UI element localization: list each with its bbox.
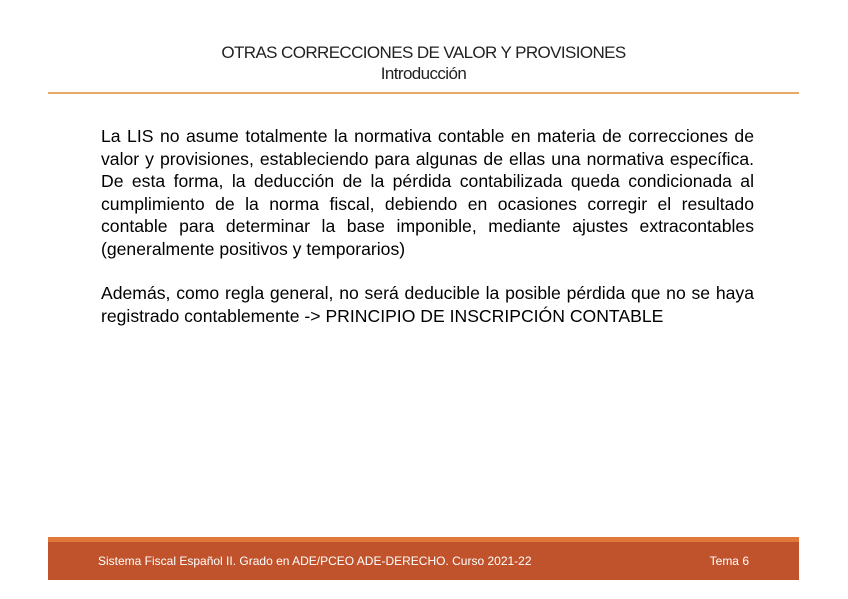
slide-title: OTRAS CORRECCIONES DE VALOR Y PROVISIONES <box>221 43 626 62</box>
body-paragraph-1: La LIS no asume totalmente la normativa contable en materia de correcciones de valor y provisiones, estableciendo para algunas de ellas una normativa específica. De esta forma, la deducción de la pérdida contabilizada queda condicionada al cumplimiento de la norma fiscal, debiendo en ocasiones corregir el resultado contable para determinar la base imponible, mediante ajustes extracontables (generalmente positivos y temporarios) <box>101 126 754 259</box>
slide-subtitle: Introducción <box>380 64 467 83</box>
header-divider <box>48 92 799 94</box>
slide-body <box>101 125 754 327</box>
body-paragraph-2: Además, como regla general, no será deducible la posible pérdida que no se haya registrado contablemente -> PRINCIPIO DE INSCRIPCIÓN CONTABLE <box>101 283 754 326</box>
slide-header <box>48 42 799 84</box>
footer-course-label: Sistema Fiscal Español II. Grado en ADE/PCEO ADE-DERECHO. Curso 2021-22 <box>98 554 532 568</box>
footer-topic-label: Tema 6 <box>709 554 749 568</box>
slide-footer <box>48 537 799 580</box>
